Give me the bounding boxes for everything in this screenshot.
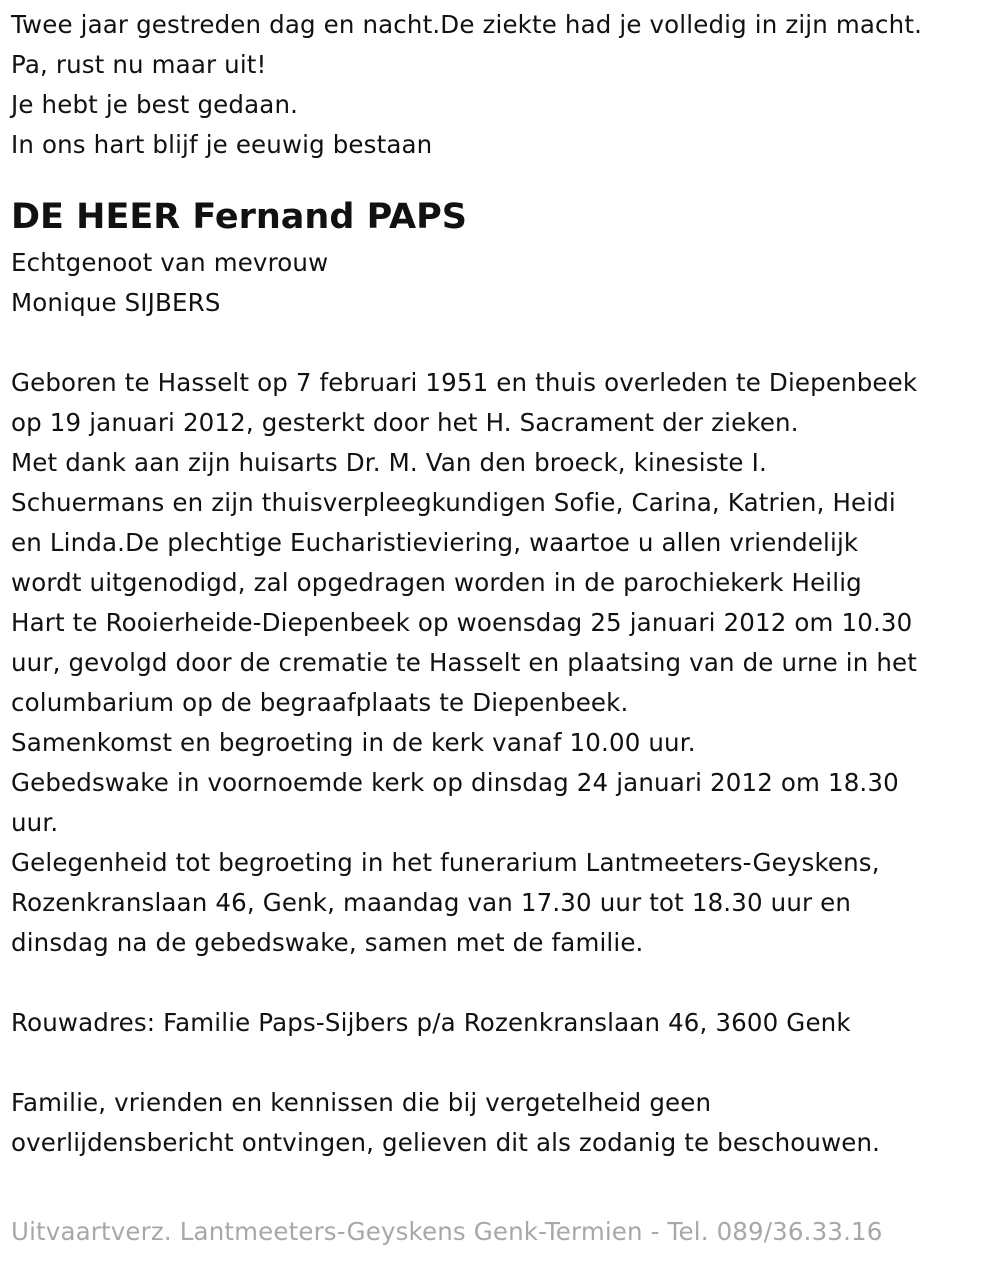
body-line: Gelegenheid tot begroeting in het funerarium Lantmeeters-Geyskens, bbox=[11, 848, 880, 877]
closing-note bbox=[11, 1083, 996, 1163]
closing-line: overlijdensbericht ontvingen, gelieven dit als zodanig te beschouwen. bbox=[11, 1128, 881, 1157]
body-line: Hart te Rooierheide-Diepenbeek op woensdag 25 januari 2012 om 10.30 bbox=[11, 608, 913, 637]
spacer bbox=[11, 1043, 996, 1083]
body-line: op 19 januari 2012, gesterkt door het H. Sacrament der zieken. bbox=[11, 408, 799, 437]
obituary-notice bbox=[11, 0, 996, 1163]
body-line: en Linda.De plechtige Eucharistieviering, waartoe u allen vriendelijk bbox=[11, 528, 859, 557]
poem-line: Twee jaar gestreden dag en nacht.De ziekte had je volledig in zijn macht. bbox=[11, 10, 923, 39]
body-line: columbarium op de begraafplaats te Diepenbeek. bbox=[11, 688, 629, 717]
body-line: wordt uitgenodigd, zal opgedragen worden in de parochiekerk Heilig bbox=[11, 568, 862, 597]
poem-line: Pa, rust nu maar uit! bbox=[11, 50, 267, 79]
poem bbox=[11, 5, 996, 165]
body-line: Geboren te Hasselt op 7 februari 1951 en thuis overleden te Diepenbeek bbox=[11, 368, 918, 397]
spacer bbox=[11, 963, 996, 1003]
deceased-name: DE HEER Fernand PAPS bbox=[11, 197, 467, 237]
body-line: Schuermans en zijn thuisverpleegkundigen Sofie, Carina, Katrien, Heidi bbox=[11, 488, 896, 517]
spouse-info bbox=[11, 243, 996, 323]
body-line: Samenkomst en begroeting in de kerk vanaf 10.00 uur. bbox=[11, 728, 696, 757]
body-line: dinsdag na de gebedswake, samen met de familie. bbox=[11, 928, 644, 957]
spouse-line: Echtgenoot van mevrouw bbox=[11, 248, 329, 277]
body-line: uur, gevolgd door de crematie te Hasselt en plaatsing van de urne in het bbox=[11, 648, 918, 677]
poem-line: In ons hart blijf je eeuwig bestaan bbox=[11, 130, 433, 159]
body-line: Rozenkranslaan 46, Genk, maandag van 17.30 uur tot 18.30 uur en bbox=[11, 888, 852, 917]
notice-body bbox=[11, 363, 996, 963]
body-line: Met dank aan zijn huisarts Dr. M. Van den broeck, kinesiste I. bbox=[11, 448, 767, 477]
closing-line: Familie, vrienden en kennissen die bij vergetelheid geen bbox=[11, 1088, 712, 1117]
funeral-home-footer: Uitvaartverz. Lantmeeters-Geyskens Genk-Termien - Tel. 089/36.33.16 bbox=[11, 1217, 883, 1246]
body-line: Gebedswake in voornoemde kerk op dinsdag 24 januari 2012 om 18.30 bbox=[11, 768, 899, 797]
poem-line: Je hebt je best gedaan. bbox=[11, 90, 299, 119]
spacer bbox=[11, 323, 996, 363]
mourning-address: Rouwadres: Familie Paps-Sijbers p/a Rozenkranslaan 46, 3600 Genk bbox=[11, 1008, 851, 1037]
body-line: uur. bbox=[11, 808, 59, 837]
spouse-line: Monique SIJBERS bbox=[11, 288, 221, 317]
